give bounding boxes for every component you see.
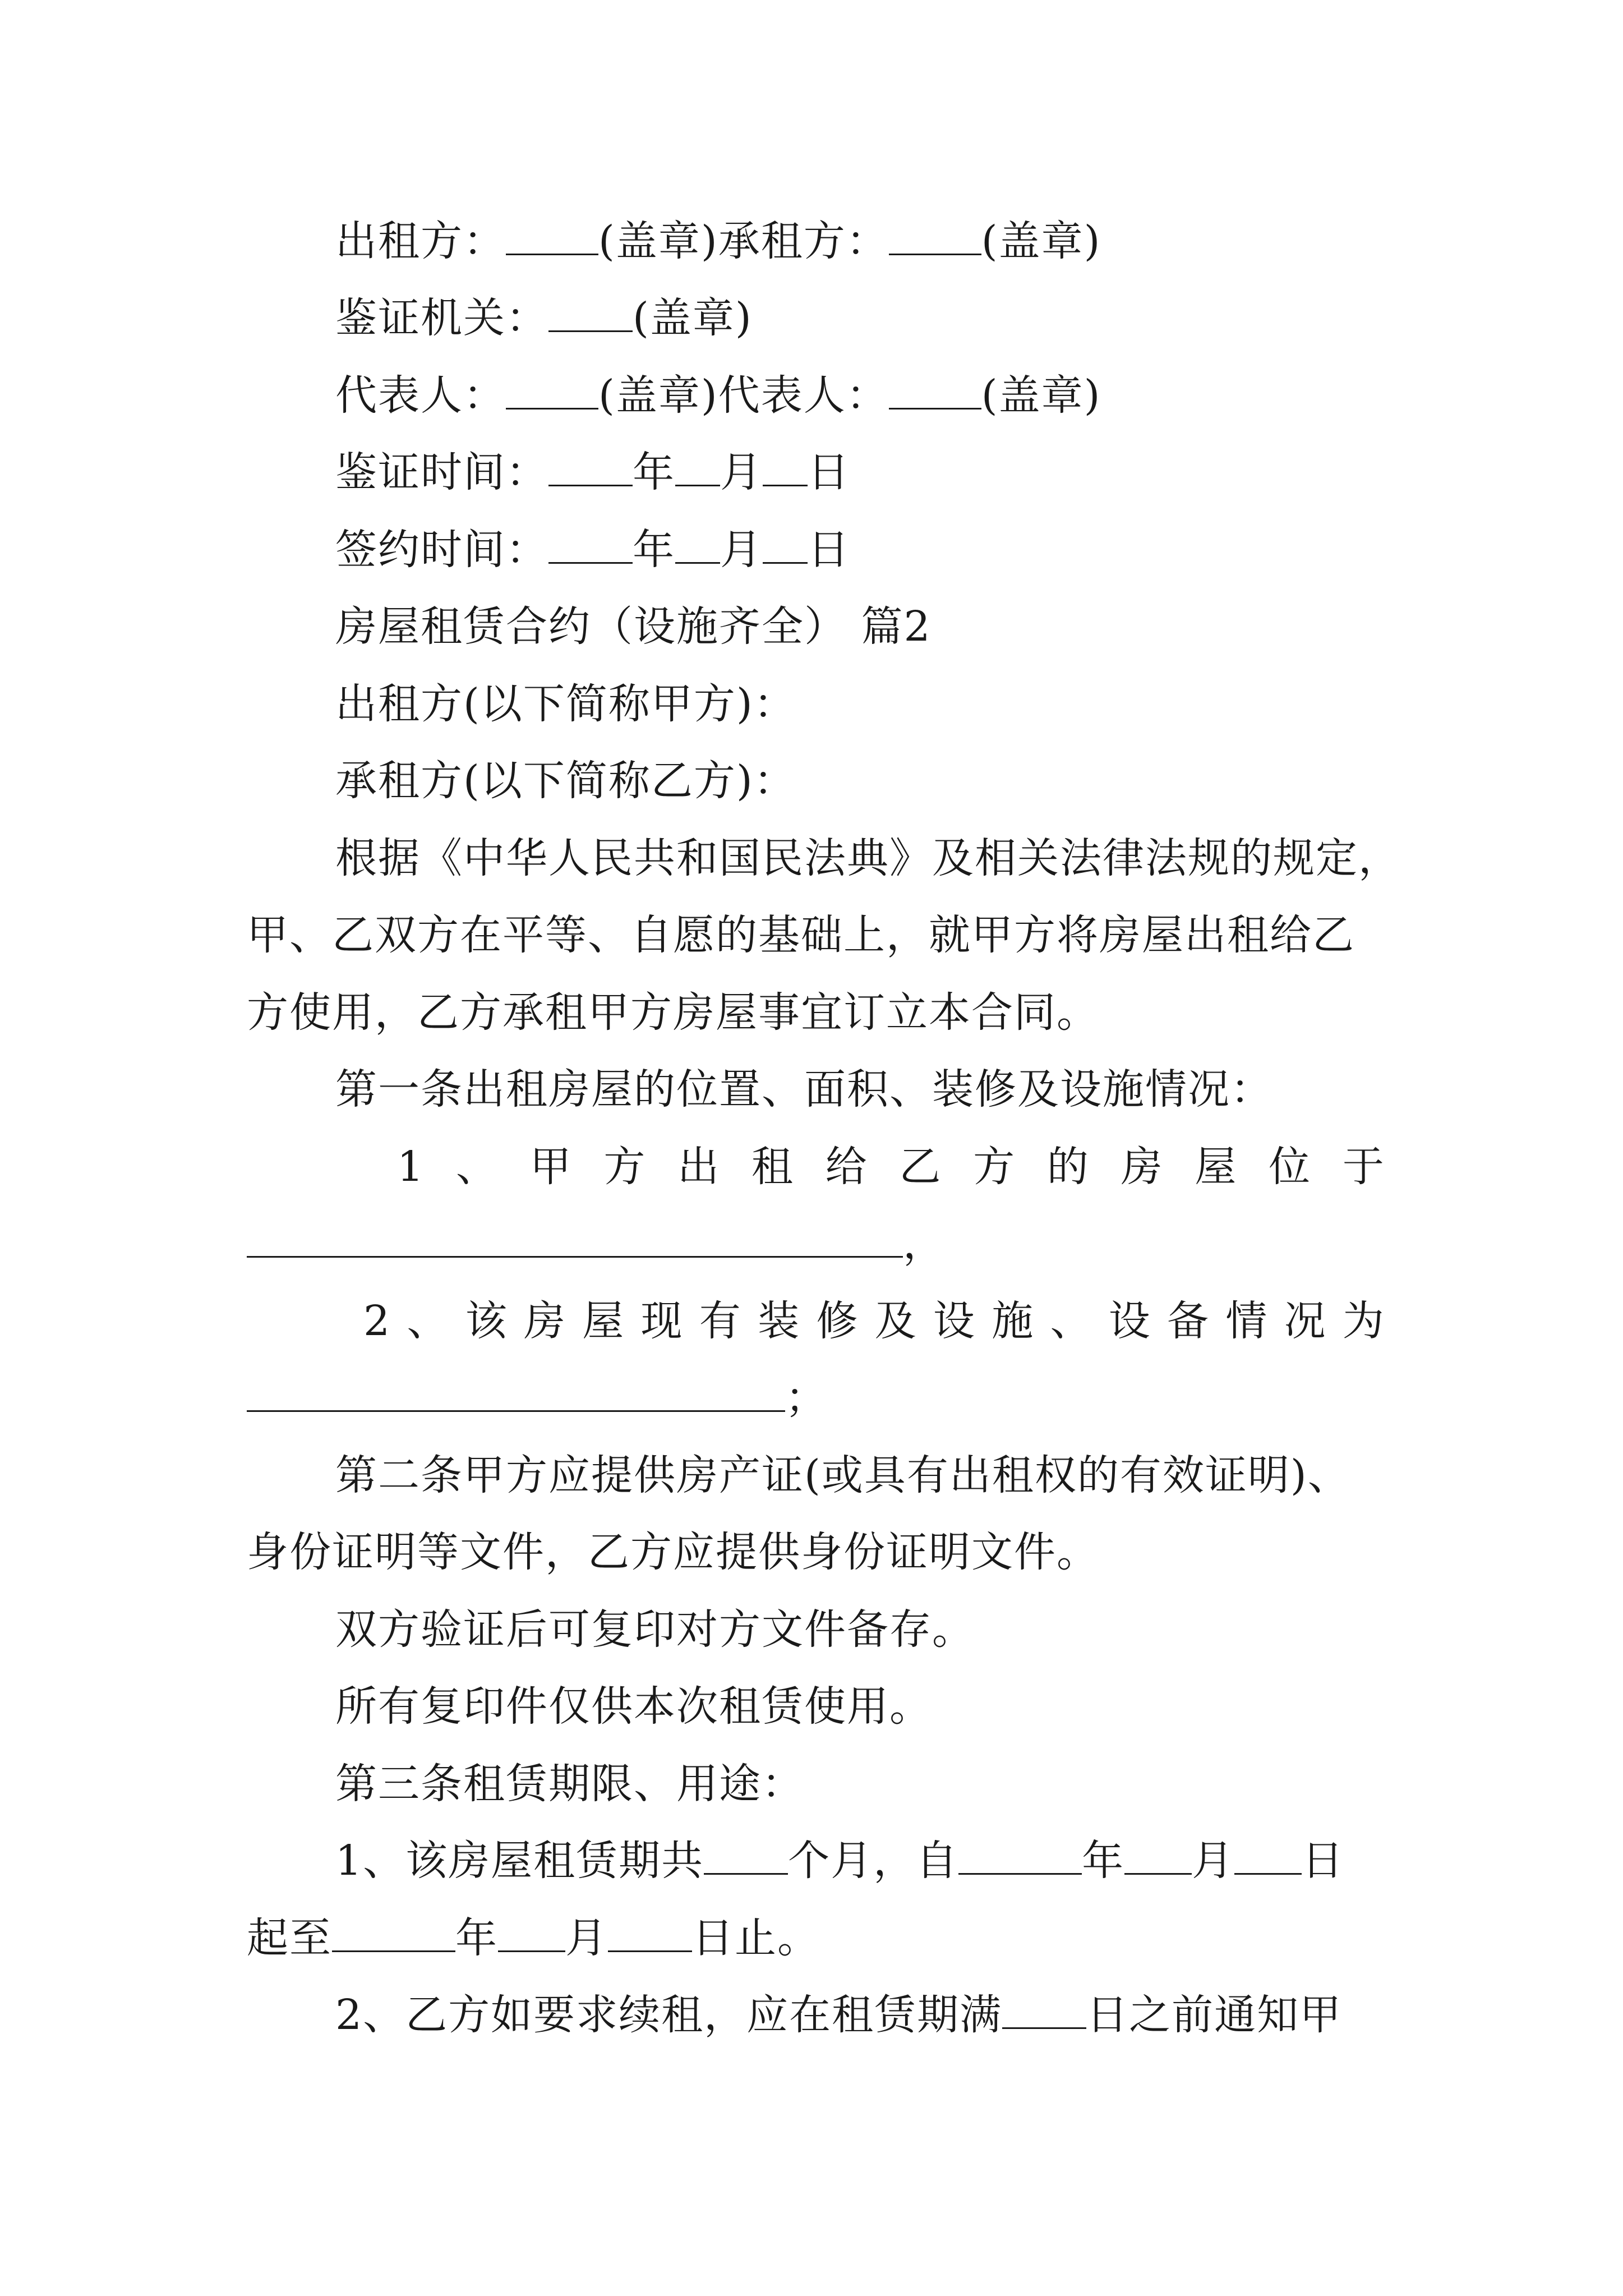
spread-char: 为 — [1342, 1297, 1384, 1345]
location-blank — [247, 1222, 903, 1258]
term-text: 1、该房屋租赁期共 — [335, 1837, 704, 1885]
year-char: 年 — [1082, 1837, 1125, 1885]
until-text: 起至 — [247, 1914, 332, 1962]
article-1-item-1 — [397, 1142, 1384, 1192]
notice-days-blank — [1002, 1994, 1086, 2029]
start-year-blank — [958, 1839, 1082, 1875]
day-char: 日 — [1302, 1837, 1345, 1885]
article-3-item-1-line-1 — [335, 1835, 1344, 1886]
verify-time-label: 鉴证时间： — [335, 448, 548, 496]
renewal-text: 2、乙方如要求续租，应在租赁期满 — [335, 1991, 1003, 2039]
lessor-label: 出租方： — [335, 217, 506, 265]
spread-char: 及 — [874, 1297, 916, 1345]
spread-char: 于 — [1342, 1143, 1384, 1191]
end-day-blank — [608, 1917, 692, 1952]
spread-char: 1 — [397, 1143, 424, 1191]
seal-text: (盖章) — [598, 371, 718, 420]
rep-blank — [506, 374, 598, 409]
spread-char: 屋 — [582, 1297, 624, 1345]
year-blank — [548, 451, 633, 486]
article-2-line-4: 所有复印件仅供本次租赁使用。 — [335, 1682, 932, 1731]
spread-char: 给 — [825, 1143, 867, 1191]
spread-char: 该 — [465, 1297, 507, 1345]
lessor-seal-line — [335, 216, 1101, 266]
spread-char: 况 — [1284, 1297, 1326, 1345]
verify-time-line — [335, 447, 850, 498]
spread-char: 、 — [455, 1143, 497, 1191]
comma-char: ， — [903, 1220, 946, 1268]
spread-char: 修 — [816, 1297, 858, 1345]
preamble-line-3: 方使用，乙方承租甲方房屋事宜订立本合同。 — [247, 988, 1099, 1037]
article-2-line-3: 双方验证后可复印对方文件备存。 — [335, 1605, 975, 1654]
seal-text: (盖章) — [598, 217, 718, 265]
spread-char: 方 — [973, 1143, 1015, 1191]
article-3-item-1-line-2 — [247, 1913, 820, 1963]
year-char: 年 — [633, 526, 675, 574]
day-blank — [763, 528, 808, 564]
spread-char: 乙 — [899, 1143, 941, 1191]
spread-char: 2 — [363, 1297, 390, 1345]
day-char: 日 — [808, 526, 850, 574]
spread-char: 位 — [1269, 1143, 1311, 1191]
spread-char: 设 — [1108, 1297, 1150, 1345]
spread-char: 房 — [523, 1297, 565, 1345]
spread-char: 屋 — [1195, 1143, 1237, 1191]
seal-text: (盖章) — [633, 294, 753, 342]
spread-char: 出 — [677, 1143, 720, 1191]
authority-line — [335, 293, 753, 343]
article-1-item-2 — [363, 1296, 1384, 1346]
month-blank — [675, 451, 720, 486]
article-3-item-2-line-1 — [335, 1990, 1342, 2040]
authority-blank — [548, 297, 633, 332]
notice-text: 日之前通知甲 — [1086, 1991, 1343, 2039]
facilities-blank — [247, 1377, 785, 1412]
article-1-heading: 第一条出租房屋的位置、面积、装修及设施情况： — [335, 1065, 1273, 1114]
sign-time-line — [335, 524, 850, 575]
spread-char: 有 — [699, 1297, 741, 1345]
lessor-blank — [506, 220, 598, 255]
year-char: 年 — [633, 448, 675, 496]
sign-time-label: 签约时间： — [335, 526, 548, 574]
month-char: 月 — [720, 448, 763, 496]
article-2-line-1: 第二条甲方应提供房产证(或具有出租权的有效证明)、 — [335, 1451, 1350, 1499]
article-1-item-1-blank-line — [247, 1218, 946, 1269]
spread-char: 设 — [933, 1297, 975, 1345]
spread-char: 备 — [1167, 1297, 1209, 1345]
spread-char: 情 — [1225, 1297, 1267, 1345]
month-char: 月 — [720, 526, 763, 574]
spread-char: 装 — [758, 1297, 800, 1345]
month-char: 月 — [565, 1914, 608, 1962]
spread-char: 施 — [992, 1297, 1034, 1345]
spread-char: 房 — [1121, 1143, 1163, 1191]
contract-title: 房屋租赁合约（设施齐全） 篇2 — [335, 602, 932, 651]
day-end-text: 日止。 — [692, 1914, 820, 1962]
authority-label: 鉴证机关： — [335, 294, 548, 342]
seal-text: (盖章) — [981, 371, 1101, 420]
spread-char: 方 — [603, 1143, 645, 1191]
semicolon-char: ； — [785, 1374, 828, 1422]
spread-char: 、 — [1050, 1297, 1092, 1345]
lessee-line: 承租方(以下简称乙方)： — [335, 757, 796, 805]
article-1-item-2-blank-line — [247, 1373, 828, 1423]
article-3-heading: 第三条租赁期限、用途： — [335, 1760, 804, 1808]
representatives-line — [335, 370, 1101, 421]
spread-char: 、 — [407, 1297, 449, 1345]
end-year-blank — [332, 1917, 455, 1952]
lessor-line: 出租方(以下简称甲方)： — [335, 680, 796, 728]
year-char: 年 — [455, 1914, 498, 1962]
start-day-blank — [1234, 1839, 1302, 1875]
end-month-blank — [498, 1917, 565, 1952]
spread-char: 的 — [1046, 1143, 1089, 1191]
preamble-line-2: 甲、乙双方在平等、自愿的基础上，就甲方将房屋出租给乙 — [247, 911, 1355, 959]
year-blank — [548, 528, 633, 564]
months-blank — [704, 1839, 788, 1875]
spread-char: 租 — [751, 1143, 793, 1191]
spread-char: 现 — [640, 1297, 683, 1345]
rep-label: 代表人： — [718, 371, 889, 420]
lessee-label: 承租方： — [718, 217, 889, 265]
article-2-line-2: 身份证明等文件，乙方应提供身份证明文件。 — [247, 1528, 1099, 1576]
month-char: 月 — [1192, 1837, 1235, 1885]
day-char: 日 — [808, 448, 850, 496]
spread-char: 甲 — [529, 1143, 571, 1191]
day-blank — [763, 451, 808, 486]
preamble-line-1: 根据《中华人民共和国民法典》及相关法律法规的规定， — [335, 834, 1401, 882]
start-month-blank — [1124, 1839, 1192, 1875]
seal-text: (盖章) — [981, 217, 1101, 265]
rep-blank — [889, 374, 981, 409]
lessee-blank — [889, 220, 981, 255]
month-blank — [675, 528, 720, 564]
from-text: 个月，自 — [788, 1837, 959, 1885]
rep-label: 代表人： — [335, 371, 506, 420]
